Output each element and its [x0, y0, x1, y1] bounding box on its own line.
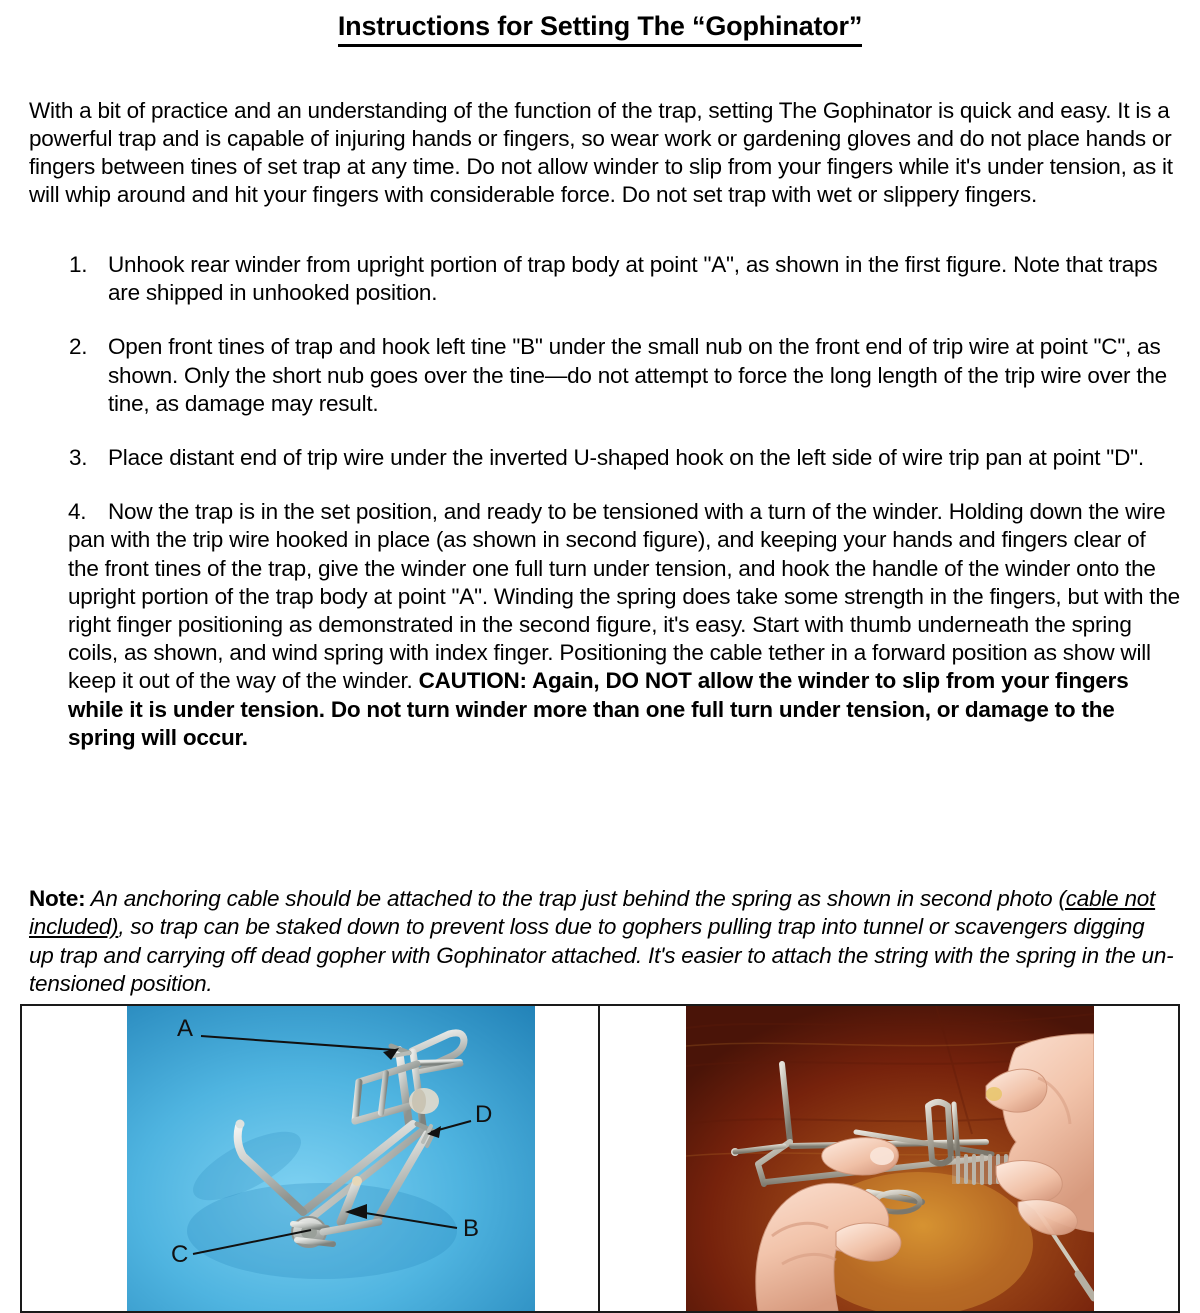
step-item-3 [0, 444, 1200, 472]
step-text-4: Now the trap is in the set position, and ready to be tensioned with a turn of the winder. Holding down the wire pan with the trip wire hooked in place (as shown in second figure), and keeping your hands and fingers clear of the front tines of the trap, give the winder one full turn under tension, and hook the handle of the winder onto the upright portion of the trap body at point "A". Winding the spring does take some strength in the fingers, but with the right finger positioning as demonstrated in the second figure, it's easy. Start with thumb underneath the spring coils, as shown, and wind spring with index finger. Positioning the cable tether in a forward position as show will keep it out of the way of the winder. [68, 499, 1180, 694]
step-number-3: 3. [69, 445, 88, 471]
step-item-2 [0, 333, 1200, 418]
note-label: Note: [29, 885, 86, 911]
figure1-label-c: C [171, 1241, 189, 1268]
step-number-4: 4. [68, 499, 87, 525]
step-text-1: Unhook rear winder from upright portion of trap body at point "A", as shown in the first figure. Note that traps are shipped in unhooked position. [108, 252, 1158, 306]
figure-cell-left [22, 1006, 600, 1311]
instruction-steps [0, 251, 1200, 752]
page-title-text: Instructions for Setting The “Gophinator” [338, 12, 862, 47]
note-paragraph [29, 885, 1174, 999]
page-title [0, 0, 1200, 47]
note-underlined-text: (cable not included) [29, 885, 1156, 939]
note-text-part2: , so trap can be staked down to prevent loss due to gophers pulling trap into tunnel or scavengers digging up trap and carrying off dead gopher with Gophinator attached. It's easier to attach the string with the spring in the un-tensioned position. [29, 914, 1174, 996]
figure1-label-d: D [475, 1101, 493, 1128]
step-4-caution-text: CAUTION: Again, DO NOT allow the winder to slip from your fingers while it is under tension. Do not turn winder more than one full turn under tension, or damage to the spring will occur. [68, 668, 1129, 750]
intro-paragraph: With a bit of practice and an understanding of the function of the trap, setting The Gophinator is quick and easy. It is a powerful trap and is capable of injuring hands or fingers, so wear work or gardening gloves and do not place hands or fingers between tines of set trap at any time. Do not allow winder to slip from your fingers while it's under tension, as it will whip around and hit your fingers with considerable force. Do not set trap with wet or slippery fingers. [29, 97, 1173, 208]
step-text-2: Open front tines of trap and hook left tine "B" under the small nub on the front end of trip wire at point "C", as shown. Only the short nub goes over the tine—do not attempt to force the long length of the trip wire over the tine, as damage may result. [108, 334, 1167, 416]
step-number-2: 2. [69, 334, 88, 360]
figure1-label-b: B [463, 1215, 480, 1242]
figure1-label-a: A [177, 1015, 194, 1042]
hands-setting-trap-photo [686, 1006, 1094, 1311]
step-text-3: Place distant end of trip wire under the inverted U-shaped hook on the left side of wire trip pan at point "D". [108, 445, 1144, 471]
note-text-part1: An anchoring cable should be attached to the trap just behind the spring as shown in second photo [85, 885, 1059, 911]
step-item-1 [0, 251, 1200, 307]
step-item-4 [0, 498, 1200, 752]
gophinator-trap-unset-photo [127, 1006, 535, 1311]
figure-cell-right [600, 1006, 1178, 1311]
step-number-1: 1. [69, 252, 88, 277]
figures-table [20, 1004, 1180, 1313]
